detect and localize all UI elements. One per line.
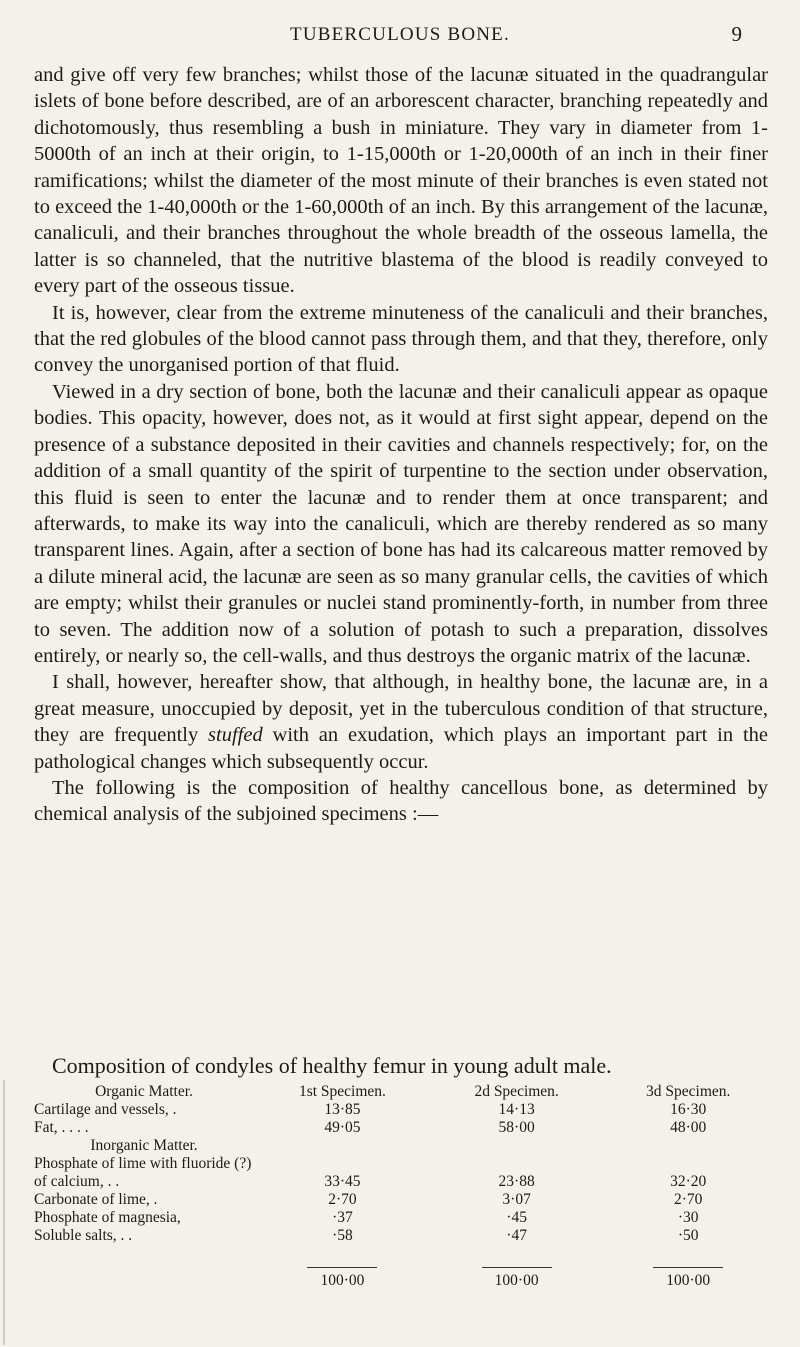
- row-label: Cartilage and vessels, .: [34, 1101, 177, 1118]
- total-specimen-2: 100·00: [482, 1267, 552, 1290]
- table-row: [34, 1191, 774, 1209]
- row-label: Fat, . . . .: [34, 1119, 89, 1136]
- paragraph-4-before: I shall, however, hereafter show, that although, in healthy bone, the lacunæ are, in a great measure, unoccupied by deposit, yet in the tuberculous condition of that structure, they are frequently: [34, 671, 768, 747]
- total-specimen-3: 100·00: [653, 1267, 723, 1290]
- cell-value: ·50: [677, 1227, 699, 1244]
- paragraph-4-after: with an exudation, which plays an important part in the pathological changes which subsequently occur.: [34, 724, 768, 773]
- paragraph-2: It is, however, clear from the extreme minuteness of the canaliculi and their branches, that the red globules of the blood cannot pass through them, and that they, therefore, only convey the unorganised portion of that fluid.: [34, 301, 768, 377]
- table-row: [34, 1173, 774, 1191]
- row-label: of calcium, . .: [34, 1173, 120, 1190]
- cell-value: ·47: [506, 1227, 527, 1244]
- emphasis-stuffed: stuffed: [208, 724, 263, 747]
- cell-value: ·37: [332, 1209, 353, 1226]
- table-header-row: [34, 1083, 774, 1101]
- table-row: [34, 1209, 774, 1227]
- cell-value: 49·05: [324, 1119, 361, 1136]
- cell-value: 2·70: [328, 1191, 357, 1208]
- row-label: Carbonate of lime, .: [34, 1191, 158, 1208]
- table-caption: Composition of condyles of healthy femur in young adult male.: [52, 1053, 612, 1078]
- totals-row: [34, 1267, 774, 1290]
- cell-value: 3·07: [502, 1191, 531, 1208]
- inorganic-heading: Inorganic Matter.: [90, 1137, 198, 1154]
- cell-value: 23·88: [498, 1173, 535, 1190]
- cell-value: 32·20: [670, 1173, 707, 1190]
- header-specimen-2: 2d Specimen.: [474, 1083, 559, 1100]
- table-row: [34, 1101, 774, 1119]
- cell-value: ·45: [506, 1209, 527, 1226]
- row-label: Soluble salts, . .: [34, 1227, 133, 1244]
- cell-value: 14·13: [498, 1101, 535, 1118]
- row-label-line1: Phosphate of lime with fluoride (?): [34, 1155, 252, 1172]
- cell-value: 2·70: [673, 1191, 703, 1208]
- table-row: [34, 1119, 774, 1137]
- table-row: [34, 1155, 774, 1173]
- cell-value: 48·00: [670, 1119, 707, 1136]
- cell-value: 13·85: [324, 1101, 361, 1118]
- running-head: [0, 22, 800, 50]
- spacer-row: [34, 1245, 774, 1267]
- paragraph-4: [34, 669, 768, 775]
- composition-table: [34, 1083, 774, 1290]
- header-specimen-3: 3d Specimen.: [646, 1083, 731, 1100]
- header-organic-matter: Organic Matter.: [95, 1083, 193, 1100]
- row-label: Phosphate of magnesia,: [34, 1209, 181, 1226]
- cell-value: 58·00: [498, 1119, 535, 1136]
- running-title: TUBERCULOUS BONE.: [290, 24, 510, 45]
- total-specimen-1: 100·00: [307, 1267, 377, 1290]
- page-edge-shadow: [3, 1080, 5, 1345]
- cell-value: ·30: [677, 1209, 699, 1226]
- body-text: [34, 62, 768, 828]
- table-row: [34, 1227, 774, 1245]
- cell-value: 33·45: [324, 1173, 361, 1190]
- page-number: 9: [731, 22, 742, 46]
- paragraph-3: Viewed in a dry section of bone, both the lacunæ and their canaliculi appear as opaque bodies. This opacity, however, does not, as it would at first sight appear, depend on the presence of a substance deposited in their cavities and channels respectively; for, on the addition of a small quantity of the spirit of turpentine to the section under observation, this fluid is seen to enter the lacunæ and to render them at once transparent; and afterwards, to make its way into the canaliculi, which are thereby rendered as so many transparent lines. Again, after a section of bone has had its calcareous matter removed by a dilute mineral acid, the lacunæ are seen as so many granular cells, the cavities of which are empty; whilst their granules or nuclei stand prominently-forth, in number from three to seven. The addition now of a solution of potash to such a preparation, dissolves entirely, or nearly so, the cell-walls, and thus destroys the organic matrix of the lacunæ.: [34, 380, 768, 667]
- paragraph-5: The following is the composition of healthy cancellous bone, as determined by chemical analysis of the subjoined specimens :—: [34, 776, 768, 826]
- subheading-row: [34, 1137, 774, 1155]
- cell-value: ·58: [332, 1227, 353, 1244]
- cell-value: 16·30: [670, 1101, 707, 1118]
- header-specimen-1: 1st Specimen.: [298, 1083, 386, 1100]
- paragraph-1: and give off very few branches; whilst those of the lacunæ situated in the quadrangular islets of bone before described, are of an arborescent character, branching repeatedly and dichotomously, thus resembling a bush in miniature. They vary in diameter from 1-5000th of an inch at their origin, to 1-15,000th or 1-20,000th of an inch in their finer ramifications; whilst the diameter of the most minute of their branches is even stated not to exceed the 1-40,000th or the 1-60,000th of an inch. By this arrangement of the lacunæ, canaliculi, and their branches throughout the whole breadth of the osseous lamella, the latter is so channeled, that the nutritive blastema of the blood is readily conveyed to every part of the osseous tissue.: [34, 64, 768, 298]
